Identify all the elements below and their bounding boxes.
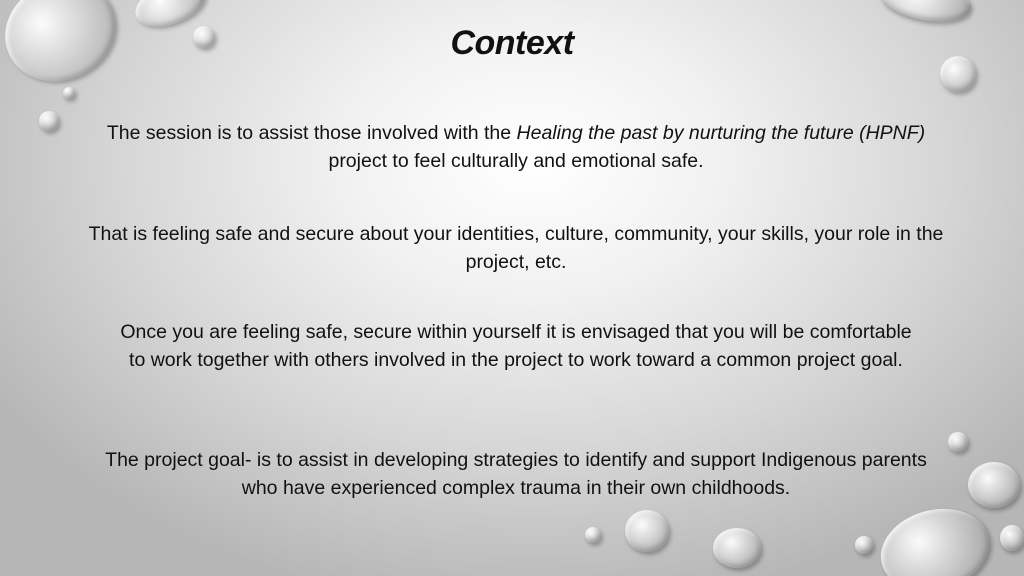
paragraph-text: project to feel culturally and emotional safe.: [328, 150, 704, 172]
water-drop-decoration: [585, 527, 601, 543]
water-drop-decoration: [968, 462, 1020, 508]
project-name-italic: Healing the past by nurturing the future (HPNF): [516, 122, 926, 144]
water-drop-decoration: [1000, 525, 1024, 551]
water-drop-decoration: [63, 87, 75, 99]
slide-title: Context: [450, 24, 574, 62]
water-drop-decoration: [39, 111, 59, 131]
water-drop-decoration: [855, 536, 873, 554]
water-drop-decoration: [625, 510, 669, 552]
paragraph-working-together: Once you are feeling safe, secure within yourself it is envisaged that you will be comfortable to work together with others involved in the project to work toward a common project goal.: [120, 321, 912, 371]
paragraph-feeling-safe: That is feeling safe and secure about your identities, culture, community, your skills, your role in the project, etc.: [88, 223, 944, 273]
paragraph-text: The session is to assist those involved with the: [106, 122, 517, 144]
water-drop-decoration: [872, 497, 999, 576]
paragraph-session-purpose: [96, 119, 936, 175]
water-drop-decoration: [713, 528, 761, 568]
paragraph-project-goal: The project goal- is to assist in developing strategies to identify and support Indigenous parents who have experienced complex trauma in their own childhoods.: [105, 449, 927, 499]
water-drop-decoration: [948, 432, 968, 452]
